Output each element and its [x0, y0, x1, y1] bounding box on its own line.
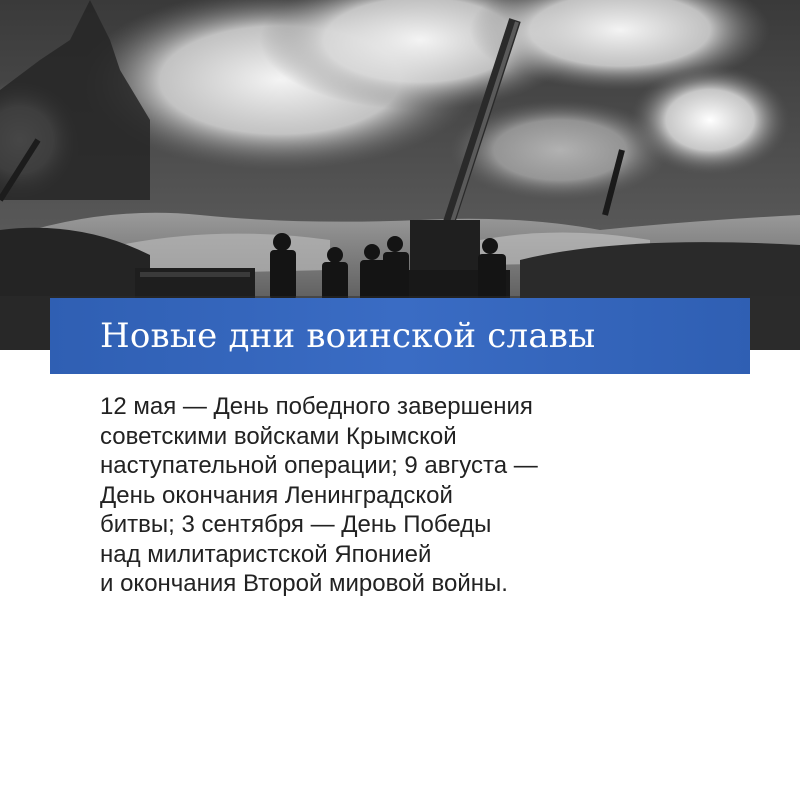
description-line: 12 мая — День победного завершения: [100, 393, 533, 420]
description-line: День окончания Ленинградской: [100, 481, 453, 509]
description-text: [100, 392, 720, 599]
description-line: битвы; 3 сентября — День Победы: [100, 511, 492, 538]
description-line: наступательной операции; 9 августа —: [100, 452, 538, 479]
page-title: Новые дни воинской славы: [100, 316, 596, 356]
title-banner: [50, 298, 750, 374]
description-line: и окончания Второй мировой войны.: [100, 570, 508, 597]
description-line: над милитаристской Японией: [100, 540, 432, 568]
description-line: советскими войсками Крымской: [100, 422, 457, 450]
